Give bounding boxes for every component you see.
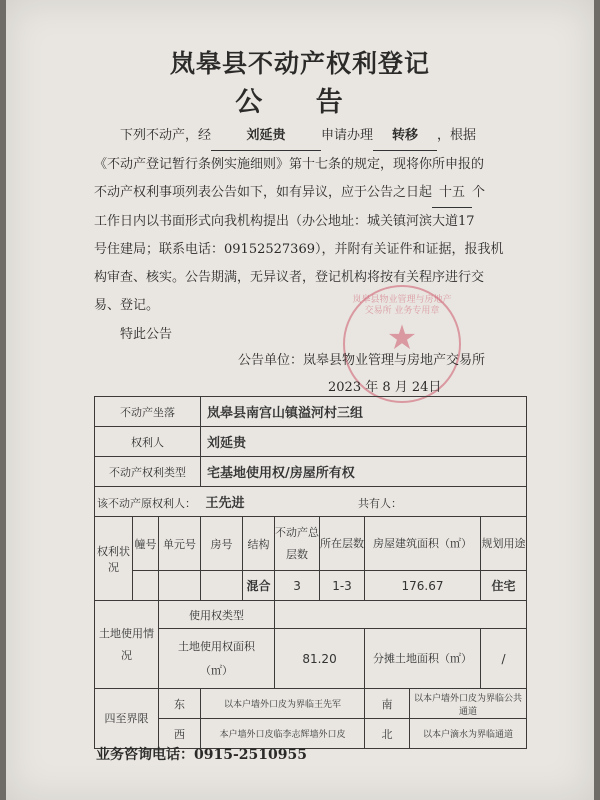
table-row: [95, 487, 527, 517]
notice-body: [94, 122, 534, 320]
col-building: 幢号: [133, 517, 159, 571]
west-value: 本户墙外口皮临李志辉墙外口皮: [201, 719, 365, 749]
notice-line-3: [94, 179, 534, 208]
table-row: [95, 601, 527, 629]
cell-room: [201, 571, 243, 601]
notice-line-2: 《不动产登记暂行条例实施细则》第十七条的规定，现将你所申报的: [94, 157, 485, 172]
table-row: [95, 517, 527, 571]
notice-text: ，根据: [437, 128, 477, 143]
col-room: 房号: [201, 517, 243, 571]
business-type: 转移: [373, 122, 437, 151]
location-value: 岚皋县南宫山镇溢河村三组: [201, 397, 527, 427]
property-table: [94, 396, 527, 749]
table-row: [95, 427, 527, 457]
original-owner-row: [95, 487, 527, 517]
notice-line-7: 易、登记。: [94, 298, 160, 313]
east-value: 以本户墙外口皮为界临王先军: [201, 689, 365, 719]
west-label: 西: [159, 719, 201, 749]
co-owner-label: 共有人：: [358, 497, 403, 510]
land-area-label: 土地使用权面积（㎡）: [159, 629, 275, 689]
notice-line-6: 构审查、核实。公告期满，无异议者，登记机构将按有关程序进行交: [94, 270, 485, 285]
notice-text: 下列不动产，经: [120, 128, 212, 143]
col-total-floors: 不动产总层数: [275, 517, 320, 571]
issuing-unit: 公告单位：岚皋县物业管理与房地产交易所: [238, 353, 486, 368]
star-icon: ★: [386, 318, 418, 358]
table-row: [95, 397, 527, 427]
east-label: 东: [159, 689, 201, 719]
shared-area-value: /: [481, 629, 527, 689]
rights-status-label: 权利状况: [95, 517, 133, 601]
south-value: 以本户墙外口皮为界临公共通道: [410, 689, 527, 719]
issue-date: 2023 年 8 月 24日: [328, 380, 442, 395]
north-value: 以本户滴水为界临通道: [410, 719, 527, 749]
notice-text: 申请办理: [321, 128, 374, 143]
cell-floor: 1-3: [320, 571, 365, 601]
col-unit: 单元号: [159, 517, 201, 571]
table-row: [95, 571, 527, 601]
cell-building: [133, 571, 159, 601]
right-type-label: 不动产权利类型: [95, 457, 201, 487]
cell-structure: 混合: [243, 571, 275, 601]
seal-text: 岚皋县物业管理与房地产交易所 业务专用章: [352, 295, 452, 316]
cell-area: 176.67: [365, 571, 481, 601]
table-row: [95, 457, 527, 487]
cell-total-floors: 3: [275, 571, 320, 601]
original-owner-label: 该不动产原权利人：: [97, 497, 196, 510]
cell-use: 住宅: [481, 571, 527, 601]
col-structure: 结构: [243, 517, 275, 571]
north-label: 北: [365, 719, 410, 749]
applicant-name: 刘延贵: [211, 122, 321, 151]
consultation-phone: 业务咨询电话：0915-2510955: [96, 747, 307, 763]
notice-line-5: 号住建局；联系电话：09152527369），并附有关证件和证据，报我机: [94, 242, 504, 257]
land-type-label: 使用权类型: [159, 601, 275, 629]
original-owner-value: 王先进: [205, 496, 245, 511]
table-row: [95, 689, 527, 719]
col-floor: 所在层数: [320, 517, 365, 571]
shared-area-label: 分摊土地面积（㎡）: [365, 629, 481, 689]
land-area-value: 81.20: [275, 629, 365, 689]
owner-value: 刘延贵: [201, 427, 527, 457]
cell-unit: [159, 571, 201, 601]
owner-label: 权利人: [95, 427, 201, 457]
south-label: 南: [365, 689, 410, 719]
right-type-value: 宅基地使用权/房屋所有权: [201, 457, 527, 487]
location-label: 不动产坐落: [95, 397, 201, 427]
objection-days: 十五: [432, 179, 472, 208]
land-usage-label: 土地使用情况: [95, 601, 159, 689]
notice-document: [6, 0, 594, 800]
notice-text: 个: [472, 185, 486, 200]
table-row: [95, 629, 527, 689]
notice-closing: 特此公告: [120, 327, 173, 342]
boundaries-label: 四至界限: [95, 689, 159, 749]
col-area: 房屋建筑面积（㎡）: [365, 517, 481, 571]
page-title: 岚皋县不动产权利登记: [169, 49, 430, 78]
notice-line-4: 工作日内以书面形式向我机构提出（办公地址：城关镇河滨大道17: [94, 214, 475, 229]
land-type-value: [275, 601, 527, 629]
page-subtitle: 公 告: [235, 87, 365, 118]
col-use: 规划用途: [481, 517, 527, 571]
notice-text: 不动产权利事项列表公告如下，如有异议，应于公告之日起: [94, 185, 433, 200]
notice-line-1: [94, 122, 534, 151]
